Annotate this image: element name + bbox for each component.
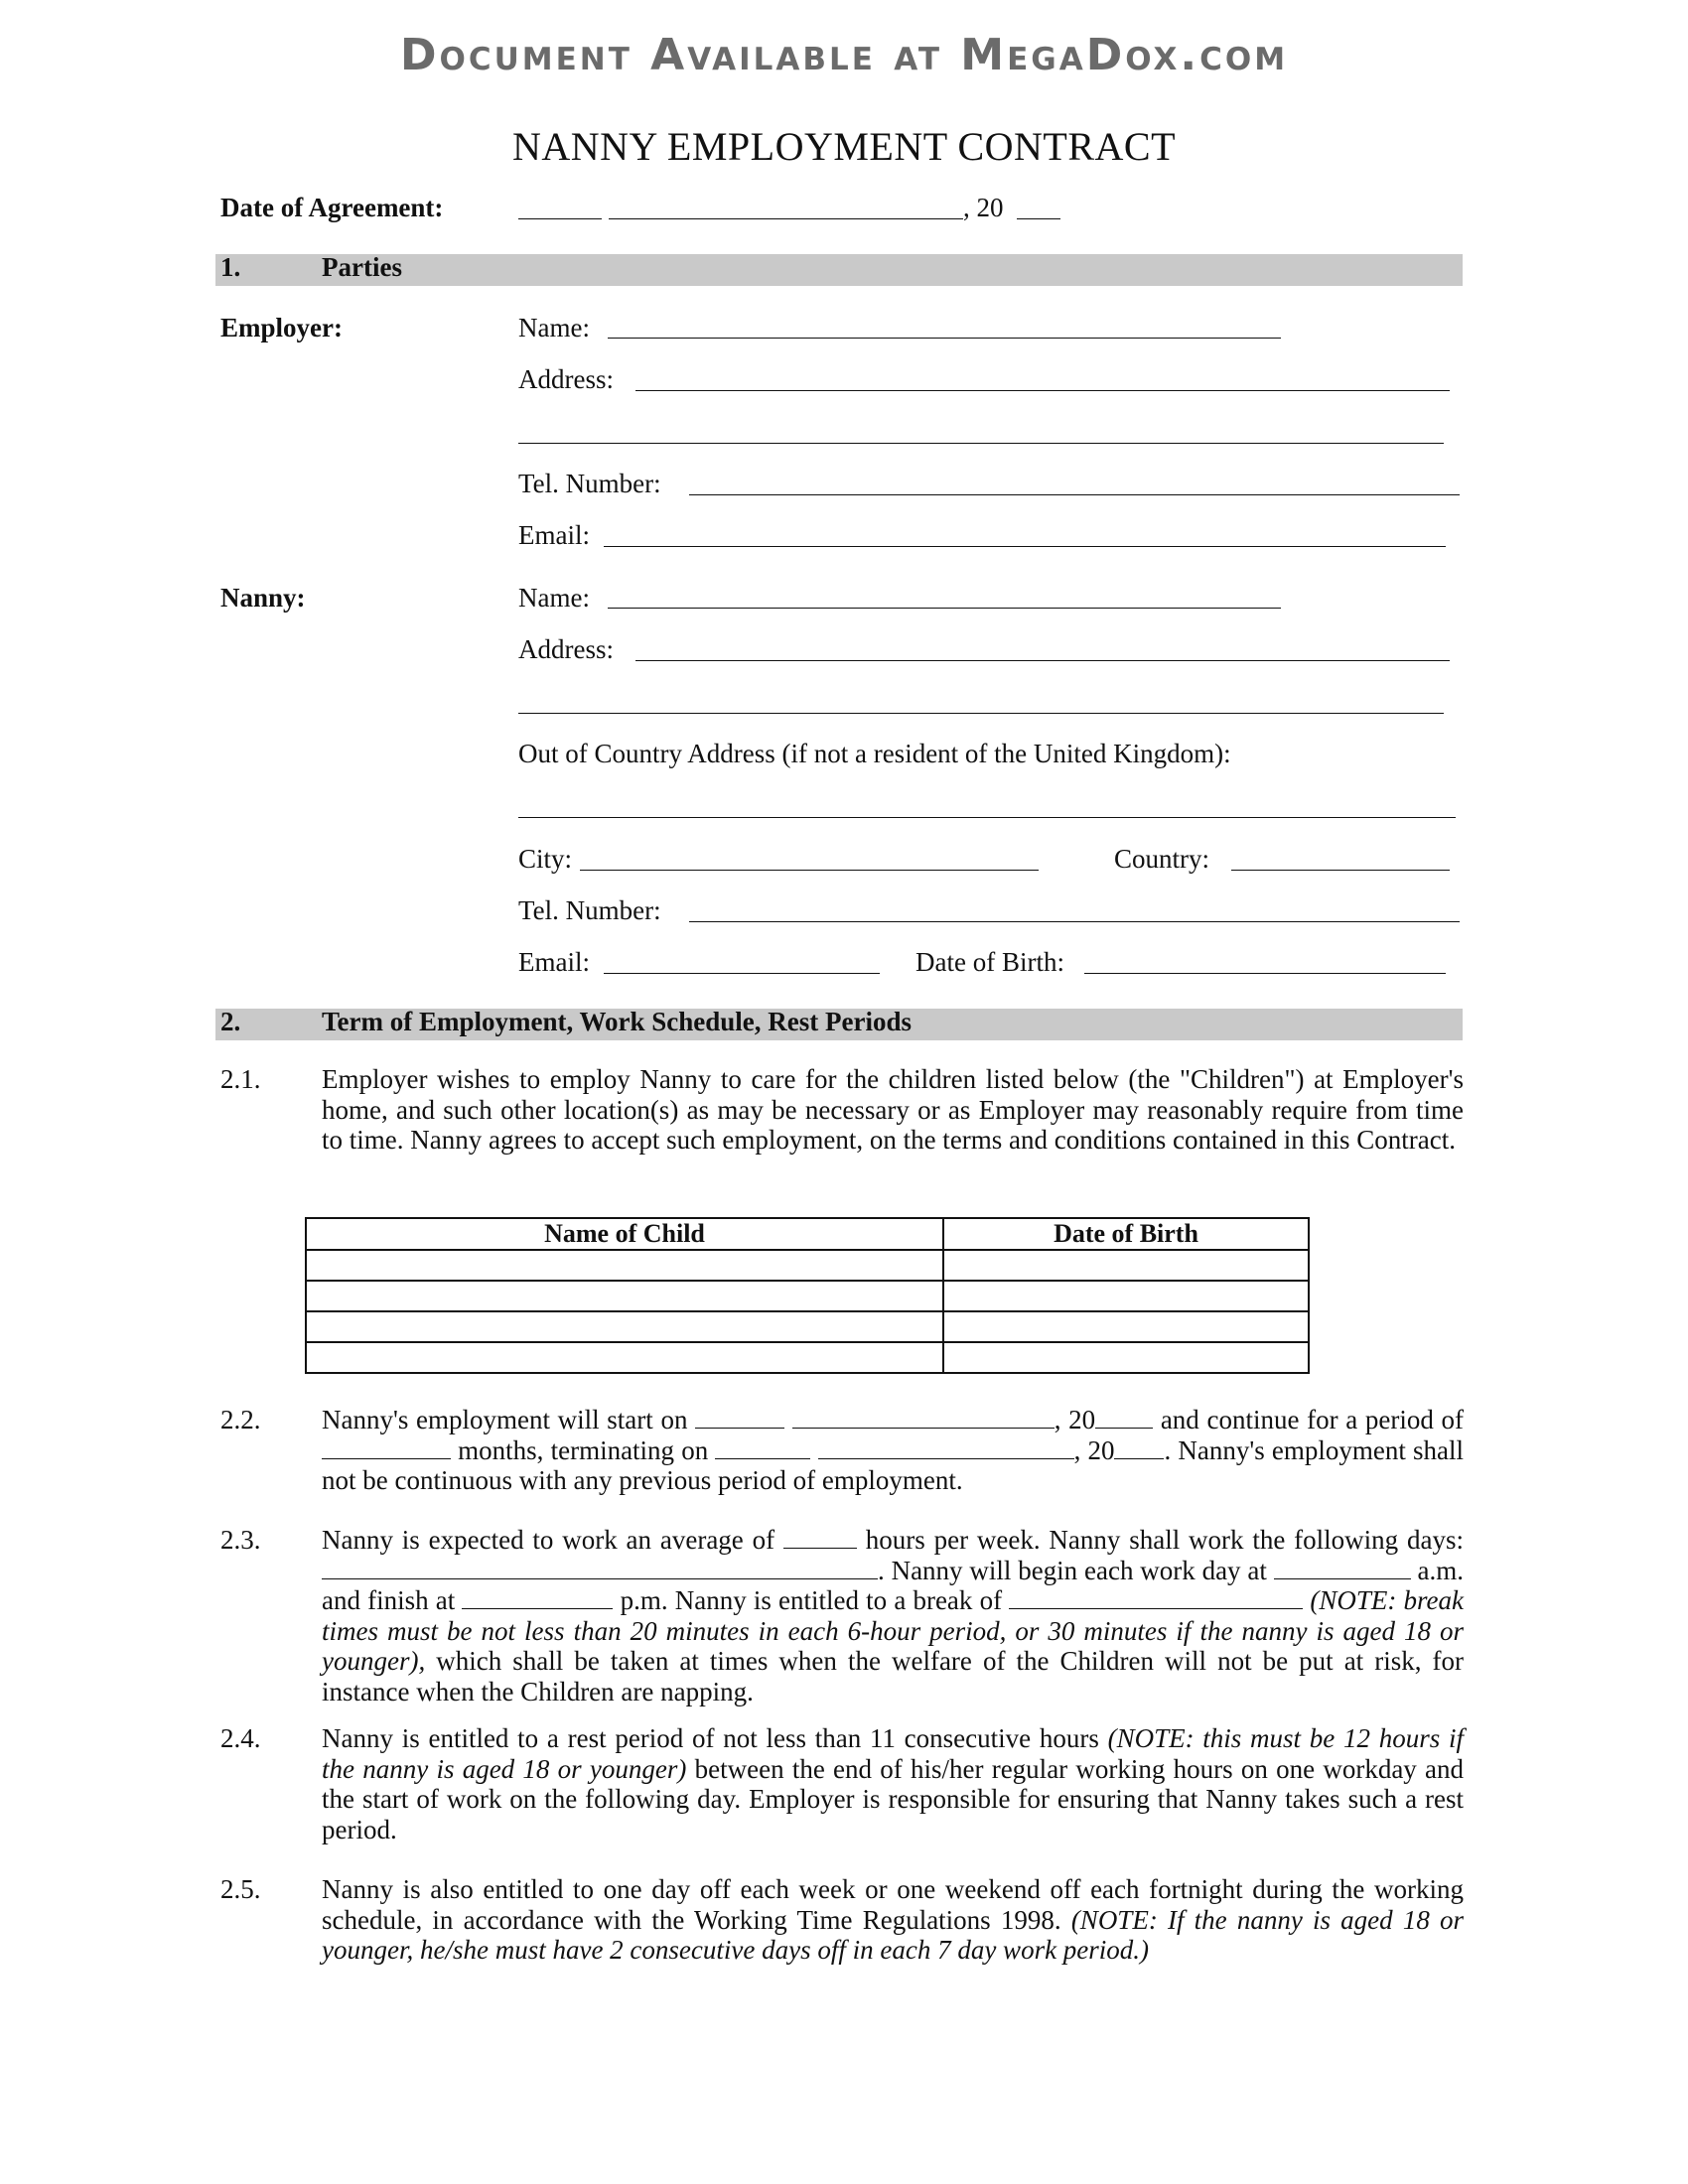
employer-email-field[interactable] <box>604 546 1446 547</box>
clause-2-2-part-2: , 20 <box>1054 1405 1096 1434</box>
children-table <box>305 1217 1310 1374</box>
table-row <box>306 1311 1309 1342</box>
section-2-title: Term of Employment, Work Schedule, Rest Periods <box>322 1007 912 1036</box>
start-day-blank[interactable] <box>695 1410 784 1429</box>
end-day-blank[interactable] <box>715 1440 810 1459</box>
clause-2-5-number: 2.5. <box>220 1874 261 1904</box>
clause-2-3-part-3: . Nanny will begin each work day at <box>878 1555 1267 1585</box>
nanny-address-label: Address: <box>518 634 614 664</box>
clause-2-4-part-2: between the end of his/her regular working hours on one workday and the start of work on the following day. Employer is responsible for ensuring that Nanny takes such a rest period. <box>322 1753 1465 1844</box>
agreement-year-blank[interactable] <box>1017 218 1060 219</box>
employer-tel-label: Tel. Number: <box>518 469 661 498</box>
clause-2-2-part-3: and continue for a period of <box>1160 1405 1464 1434</box>
break-length-blank[interactable] <box>1009 1590 1303 1609</box>
agreement-month-blank[interactable] <box>609 218 963 219</box>
nanny-email-field[interactable] <box>604 973 880 974</box>
nanny-email-label: Email: <box>518 947 590 977</box>
employer-address-label: Address: <box>518 364 614 394</box>
finish-time-blank[interactable] <box>462 1590 613 1609</box>
employer-tel-field[interactable] <box>689 494 1460 495</box>
clause-2-2-number: 2.2. <box>220 1405 261 1434</box>
section-1-title: Parties <box>322 252 402 282</box>
clause-2-2-part-5: , 20 <box>1073 1434 1115 1465</box>
end-year-blank[interactable] <box>1114 1440 1164 1459</box>
table-row <box>306 1281 1309 1311</box>
clause-2-1-number: 2.1. <box>220 1064 261 1094</box>
document-title: NANNY EMPLOYMENT CONTRACT <box>511 124 1177 169</box>
clause-2-4-note: (NOTE: this must be 12 hours if the nanny is aged 18 or younger) <box>322 1723 1464 1784</box>
clause-2-3-part-1: Nanny is expected to work an average of <box>322 1525 775 1555</box>
nanny-tel-label: Tel. Number: <box>518 895 661 925</box>
name-of-child-header: Name of Child <box>306 1218 943 1250</box>
date-of-agreement-label: Date of Agreement: <box>220 193 444 222</box>
hours-per-week-blank[interactable] <box>783 1530 857 1549</box>
employer-email-label: Email: <box>518 520 590 550</box>
clause-2-2-part-1: Nanny's employment will start on <box>322 1405 688 1434</box>
clause-2-4-part-1: Nanny is entitled to a rest period of not less than 11 consecutive hours <box>322 1723 1099 1753</box>
nanny-name-field[interactable] <box>608 608 1281 609</box>
clause-2-2-text <box>322 1405 1464 1496</box>
clause-2-3-text <box>322 1525 1464 1706</box>
employer-name-field[interactable] <box>608 338 1281 339</box>
employer-heading: Employer: <box>220 313 343 342</box>
nanny-city-field[interactable] <box>580 870 1039 871</box>
clause-2-5-part-1: Nanny is also entitled to one day off each week or one weekend off each fortnight during the working schedule, in accordance with the Working Time Regulations 1998. <box>322 1874 1464 1935</box>
employer-address-line-2[interactable] <box>518 443 1444 444</box>
section-1-number: 1. <box>220 252 241 282</box>
clause-2-4-text <box>322 1723 1464 1844</box>
child-dob-cell[interactable] <box>943 1281 1309 1311</box>
work-days-blank[interactable] <box>322 1561 878 1579</box>
nanny-address-line-2[interactable] <box>518 713 1444 714</box>
megadox-banner: Document Available at MegaDox.com <box>399 30 1289 80</box>
out-of-country-address-field[interactable] <box>518 817 1456 818</box>
nanny-dob-field[interactable] <box>1084 973 1446 974</box>
nanny-tel-field[interactable] <box>689 921 1460 922</box>
employer-address-field[interactable] <box>635 390 1450 391</box>
nanny-address-field[interactable] <box>635 660 1450 661</box>
start-time-blank[interactable] <box>1274 1561 1411 1579</box>
clause-2-2-part-6: . Nanny's employment shall not be continuous with any previous period of employment. <box>322 1434 1465 1495</box>
nanny-dob-label: Date of Birth: <box>915 947 1064 977</box>
nanny-country-field[interactable] <box>1231 870 1450 871</box>
child-dob-cell[interactable] <box>943 1250 1309 1281</box>
start-year-blank[interactable] <box>1095 1410 1153 1429</box>
clause-2-3-part-2: hours per week. Nanny shall work the following days: <box>865 1525 1464 1555</box>
agreement-year-prefix: , 20 <box>963 193 1004 222</box>
table-row <box>306 1250 1309 1281</box>
nanny-country-label: Country: <box>1114 844 1210 874</box>
section-1-bar <box>215 254 1463 286</box>
clause-2-2-part-4: months, terminating on <box>458 1434 709 1465</box>
clause-2-3-note: (NOTE: break times must be not less than 20 minutes in each 6-hour period, or 30 minutes if the nanny is aged 18 or younger), <box>322 1585 1464 1676</box>
nanny-heading: Nanny: <box>220 583 306 613</box>
table-row <box>306 1342 1309 1373</box>
child-name-cell[interactable] <box>306 1311 943 1342</box>
clause-2-4-number: 2.4. <box>220 1723 261 1753</box>
nanny-name-label: Name: <box>518 583 590 613</box>
clause-2-3-part-6: which shall be taken at times when the welfare of the Children will not be put at risk, for instance when the Children are napping. <box>322 1646 1464 1706</box>
clause-2-3-part-4: a.m. and finish at <box>322 1555 1465 1615</box>
child-name-cell[interactable] <box>306 1250 943 1281</box>
clause-2-5-note: (NOTE: If the nanny is aged 18 or younger, he/she must have 2 consecutive days off in each 7 day work period.) <box>322 1904 1465 1965</box>
employer-name-label: Name: <box>518 313 590 342</box>
children-table-header-row <box>306 1218 1309 1250</box>
out-of-country-label: Out of Country Address (if not a resident of the United Kingdom): <box>518 739 1231 768</box>
end-month-blank[interactable] <box>818 1440 1074 1459</box>
child-date-of-birth-header: Date of Birth <box>943 1218 1309 1250</box>
clause-2-3-number: 2.3. <box>220 1525 261 1555</box>
child-name-cell[interactable] <box>306 1342 943 1373</box>
child-name-cell[interactable] <box>306 1281 943 1311</box>
clause-2-3-part-5: p.m. Nanny is entitled to a break of <box>620 1585 1003 1615</box>
section-2-number: 2. <box>220 1007 241 1036</box>
start-month-blank[interactable] <box>792 1410 1055 1429</box>
clause-2-5-text <box>322 1874 1464 1966</box>
agreement-day-blank[interactable] <box>518 218 602 219</box>
clause-2-1-text: Employer wishes to employ Nanny to care for the children listed below (the "Children") at Employer's home, and such other location(s) as may be necessary or as Employer may reasonably require from time to time. Nanny agrees to accept such employment, on the terms and conditions contained in this Contract. <box>322 1064 1464 1155</box>
nanny-city-label: City: <box>518 844 573 874</box>
period-months-blank[interactable] <box>322 1440 451 1459</box>
child-dob-cell[interactable] <box>943 1342 1309 1373</box>
child-dob-cell[interactable] <box>943 1311 1309 1342</box>
